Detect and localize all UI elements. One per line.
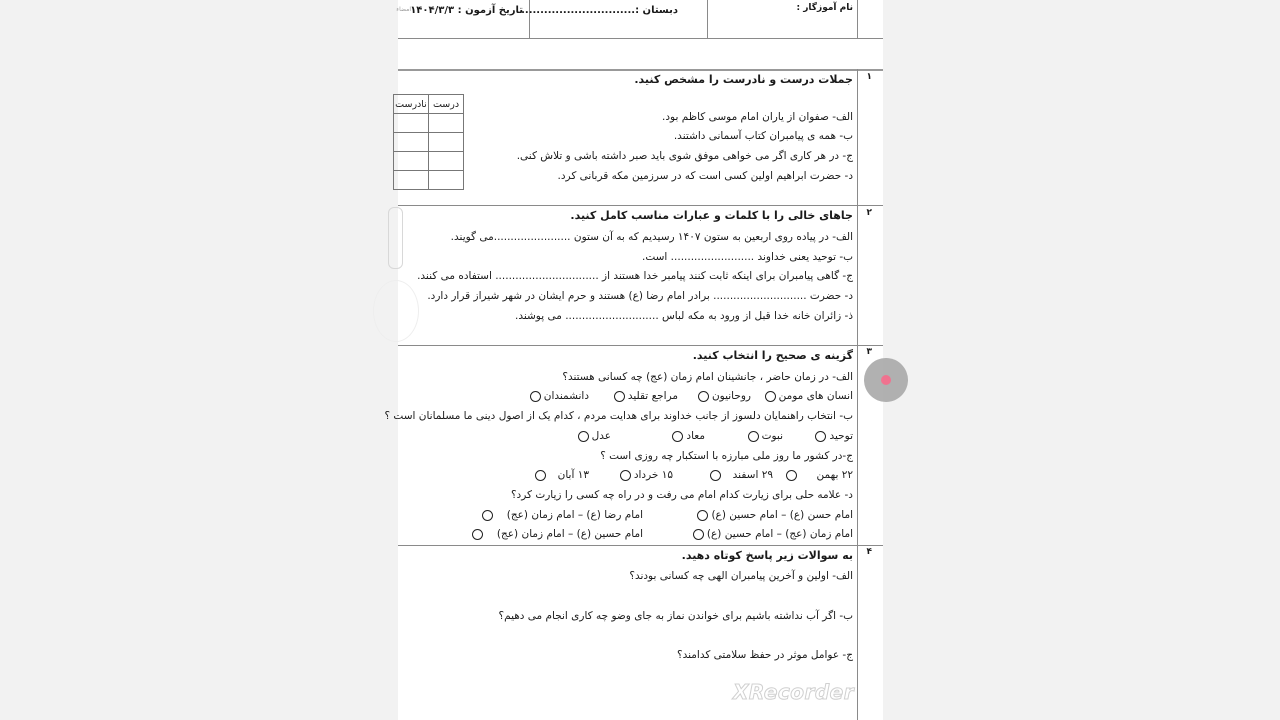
true-false-table [393, 94, 464, 190]
teacher-name-label: نام آموزگار : [796, 3, 853, 13]
radio-button[interactable] [698, 391, 709, 402]
answer-cell[interactable] [394, 152, 429, 171]
header-divider [857, 0, 858, 38]
section-divider [398, 205, 883, 206]
option-label: ۱۵ خرداد [633, 469, 673, 481]
section-divider [398, 545, 883, 546]
mc-question: ب- انتخاب راهنمایان دلسوز از جانب خداوند برای هدایت مردم ، کدام یک از اصول دینی ما مسلمانان است ؟ [384, 410, 853, 422]
radio-button[interactable] [472, 529, 483, 540]
question-item: ذ- زائران خانه خدا قبل از ورود به مکه لباس ............................ می پوشند. [514, 310, 853, 322]
mc-option[interactable] [745, 429, 783, 443]
question-item: الف- اولین و آخرین پیامبران الهی چه کسانی بودند؟ [629, 570, 853, 582]
ghost-box [388, 207, 403, 269]
question-item: د- حضرت ............................ برادر امام رضا (ع) هستند و حرم ایشان در شهر شیراز قرار دارد. [427, 290, 853, 302]
question-number: ۲ [866, 208, 872, 218]
option-label: امام حسن (ع) – امام حسین (ع) [711, 509, 853, 521]
answer-cell[interactable] [429, 152, 464, 171]
radio-button[interactable] [710, 470, 721, 481]
record-icon [881, 375, 891, 385]
mc-option[interactable] [617, 468, 673, 482]
answer-cell[interactable] [394, 133, 429, 152]
mc-option[interactable] [812, 429, 853, 443]
mc-option[interactable] [695, 389, 751, 403]
mc-question: ج-در کشور ما روز ملی مبارزه با استکبار چه روزی است ؟ [600, 450, 853, 462]
background-right [883, 0, 1280, 720]
option-label: ۱۳ آبان [557, 469, 589, 481]
option-label: مراجع تقلید [627, 390, 678, 402]
question-number: ۳ [866, 347, 872, 357]
radio-button[interactable] [578, 431, 589, 442]
answer-cell[interactable] [429, 114, 464, 133]
radio-button[interactable] [748, 431, 759, 442]
question-item: ب- اگر آب نداشته باشیم برای خواندن نماز به جای وضو چه کاری انجام می دهیم؟ [498, 610, 853, 622]
question-title: گزینه ی صحیح را انتخاب کنید. [692, 349, 853, 362]
option-label: امام حسین (ع) – امام زمان (عج) [496, 528, 643, 540]
header-divider [707, 0, 708, 38]
xrecorder-watermark: XRecorder [733, 680, 855, 704]
radio-button[interactable] [693, 529, 704, 540]
section-divider [398, 345, 883, 346]
exam-sheet [384, 0, 883, 720]
school-label: دبستان :.............................. [521, 5, 678, 16]
answer-cell[interactable] [394, 171, 429, 190]
header-bottom-line [398, 38, 883, 39]
record-floating-button[interactable] [864, 358, 908, 402]
number-column-line [857, 69, 858, 720]
answer-cell[interactable] [394, 114, 429, 133]
question-item: ج- در هر کاری اگر می خواهی موفق شوی باید صبر داشته باشی و تلاش کنی. [516, 150, 853, 162]
question-item: ب- همه ی پیامبران کتاب آسمانی داشتند. [673, 130, 853, 142]
mc-option[interactable] [707, 468, 773, 482]
exam-date: تاریخ آزمون : ۱۴۰۴/۳/۳ [410, 5, 523, 16]
radio-button[interactable] [535, 470, 546, 481]
radio-button[interactable] [482, 510, 493, 521]
option-label: توحید [829, 430, 853, 442]
radio-button[interactable] [672, 431, 683, 442]
radio-button[interactable] [765, 391, 776, 402]
header-incorrect: نادرست [394, 95, 429, 114]
mc-option[interactable] [690, 527, 853, 541]
mc-option[interactable] [762, 389, 853, 403]
mc-option[interactable] [527, 389, 589, 403]
question-item: الف- صفوان از یاران امام موسی کاظم بود. [662, 111, 853, 123]
corner-mark: امضاء [396, 6, 411, 13]
option-label: نبوت [761, 430, 783, 442]
question-title: جملات درست و نادرست را مشخص کنید. [634, 73, 853, 86]
answer-cell[interactable] [429, 133, 464, 152]
radio-button[interactable] [530, 391, 541, 402]
option-label: ۲۹ اسفند [732, 469, 773, 481]
mc-option[interactable] [669, 429, 705, 443]
section-top-line [398, 69, 883, 71]
question-item: ج- گاهی پیامبران برای اینکه ثابت کنند پیامبر خدا هستند از ............................... استفاده می کنند. [417, 270, 853, 282]
mc-option[interactable] [479, 508, 643, 522]
radio-button[interactable] [815, 431, 826, 442]
question-title: جاهای خالی را با کلمات و عبارات مناسب کامل کنید. [570, 209, 853, 222]
question-item: د- حضرت ابراهیم اولین کسی است که در سرزمین مکه قربانی کرد. [557, 170, 853, 182]
option-label: معاد [686, 430, 705, 442]
mc-option[interactable] [694, 508, 853, 522]
mc-option[interactable] [783, 468, 853, 482]
question-number: ۴ [866, 547, 872, 557]
ghost-circle [373, 280, 419, 342]
question-title: به سوالات زیر پاسخ کوتاه دهید. [681, 549, 853, 562]
radio-button[interactable] [620, 470, 631, 481]
mc-option[interactable] [532, 468, 589, 482]
option-label: دانشمندان [543, 390, 589, 402]
option-label: روحانیون [711, 390, 751, 402]
option-label: امام زمان (عج) – امام حسین (ع) [706, 528, 853, 540]
question-number: ۱ [866, 72, 872, 82]
background-left [0, 0, 398, 720]
mc-question: د- علامه حلی برای زیارت کدام امام می رفت و در راه چه کسی را زیارت کرد؟ [510, 489, 853, 501]
option-label: انسان های مومن [778, 390, 853, 402]
header-correct: درست [429, 95, 464, 114]
mc-option[interactable] [575, 429, 611, 443]
radio-button[interactable] [786, 470, 797, 481]
mc-option[interactable] [469, 527, 643, 541]
question-item: ج- عوامل موثر در حفظ سلامتی کدامند؟ [677, 649, 853, 661]
answer-cell[interactable] [429, 171, 464, 190]
question-item: ب- توحید یعنی خداوند ......................... است. [641, 251, 853, 263]
option-label: ۲۲ بهمن [816, 469, 853, 481]
option-label: امام رضا (ع) – امام زمان (عج) [506, 509, 643, 521]
mc-option[interactable] [611, 389, 678, 403]
option-label: عدل [591, 430, 611, 442]
radio-button[interactable] [697, 510, 708, 521]
radio-button[interactable] [614, 391, 625, 402]
question-item: الف- در پیاده روی اربعین به ستون ۱۴۰۷ رسیدیم که به آن ستون .......................می گویند. [450, 231, 853, 243]
mc-question: الف- در زمان حاضر ، جانشینان امام زمان (عج) چه کسانی هستند؟ [562, 371, 853, 383]
